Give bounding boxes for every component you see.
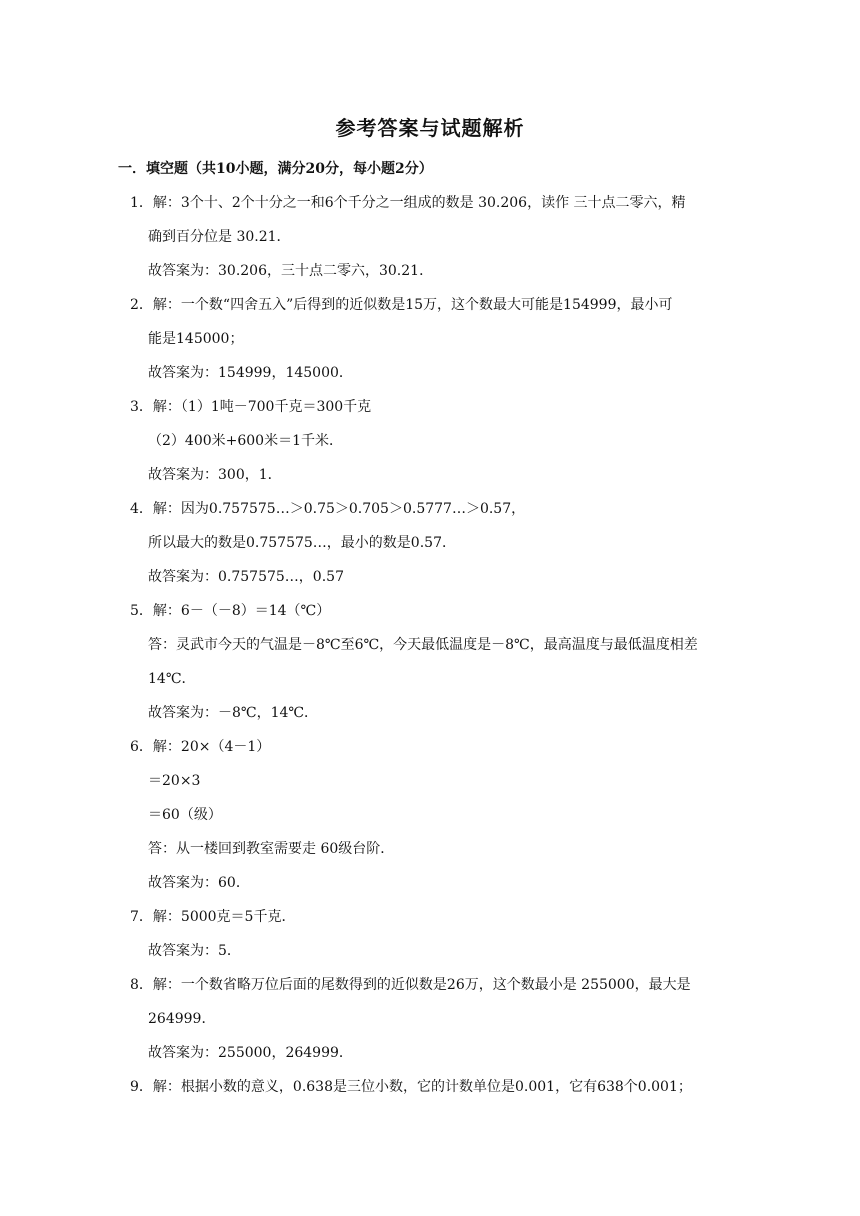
page-title: 参考答案与试题解析 — [335, 116, 525, 140]
section-heading: 一．填空题（共10小题，满分20分，每小题2分） — [118, 161, 433, 177]
q8-answer: 故答案为：255000，264999． — [148, 1045, 353, 1061]
q2-answer: 故答案为：154999，145000． — [148, 365, 353, 381]
q6-line-1: 6．解：20×（4－1） — [130, 739, 271, 755]
q3-answer: 故答案为：300，1． — [148, 467, 282, 483]
q5-line-3: 14℃． — [148, 671, 196, 687]
q3-line-2: （2）400米+600米＝1千米． — [148, 433, 343, 449]
q4-answer: 故答案为：0.757575…，0.57 — [148, 569, 344, 585]
q9-line-1: 9．解：根据小数的意义，0.638是三位小数，它的计数单位是0.001，它有638个0.001； — [130, 1079, 692, 1095]
q2-line-2: 能是145000； — [148, 331, 244, 347]
q6-line-3: ＝60（级） — [148, 807, 222, 823]
q5-line-2: 答：灵武市今天的气温是－8℃至6℃，今天最低温度是－8℃，最高温度与最低温度相差 — [148, 637, 698, 653]
q1-line-1: 1．解：3个十、2个十分之一和6个千分之一组成的数是 30.206，读作 三十点二零六，精 — [130, 195, 686, 211]
q1-line-2: 确到百分位是 30.21． — [148, 229, 291, 245]
q8-line-1: 8．解：一个数省略万位后面的尾数得到的近似数是26万，这个数最小是 255000，最大是 — [130, 977, 691, 993]
q4-line-2: 所以最大的数是0.757575…，最小的数是0.57． — [148, 535, 456, 551]
q7-line-1: 7．解：5000克＝5千克． — [130, 909, 296, 925]
q6-answer: 故答案为：60． — [148, 875, 250, 891]
q5-line-1: 5．解：6－（－8）＝14（℃） — [130, 603, 331, 619]
q2-line-1: 2．解：一个数“四舍五入”后得到的近似数是15万，这个数最大可能是154999，最小可 — [130, 297, 673, 313]
q4-line-1: 4．解：因为0.757575…＞0.75＞0.705＞0.5777…＞0.57， — [130, 501, 526, 517]
q1-answer: 故答案为：30.206，三十点二零六，30.21． — [148, 263, 434, 279]
q5-answer: 故答案为：－8℃，14℃． — [148, 705, 319, 721]
q3-line-1: 3．解：（1）1吨－700千克＝300千克 — [130, 399, 372, 415]
q8-line-2: 264999． — [148, 1011, 216, 1027]
q6-line-4: 答：从一楼回到教室需要走 60级台阶． — [148, 841, 395, 857]
q6-line-2: ＝20×3 — [148, 773, 201, 789]
q7-answer: 故答案为：5． — [148, 943, 241, 959]
